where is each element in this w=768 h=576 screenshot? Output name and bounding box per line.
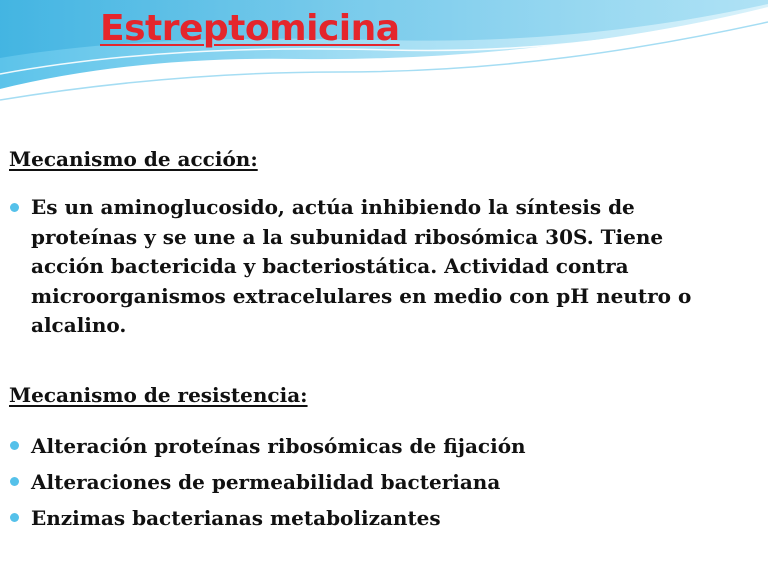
bullet-list-mecanismo-resistencia: [9, 428, 729, 536]
bullet-list-mecanismo-accion: [9, 193, 729, 341]
section-heading-mecanismo-accion: Mecanismo de acción:: [9, 147, 258, 171]
list-item: Alteración proteínas ribosómicas de fijación: [9, 428, 729, 464]
list-item: Enzimas bacterianas metabolizantes: [9, 500, 729, 536]
list-item: Es un aminoglucosido, actúa inhibiendo la síntesis de proteínas y se une a la subunidad ribosómica 30S. Tiene acción bactericida y bacteriostática. Actividad contra microorganismos extracelulares en medio con pH neutro o alcalino.: [9, 193, 729, 341]
section-heading-mecanismo-resistencia: Mecanismo de resistencia:: [9, 383, 308, 407]
list-item: Alteraciones de permeabilidad bacteriana: [9, 464, 729, 500]
slide-title: Estreptomicina: [100, 8, 400, 49]
